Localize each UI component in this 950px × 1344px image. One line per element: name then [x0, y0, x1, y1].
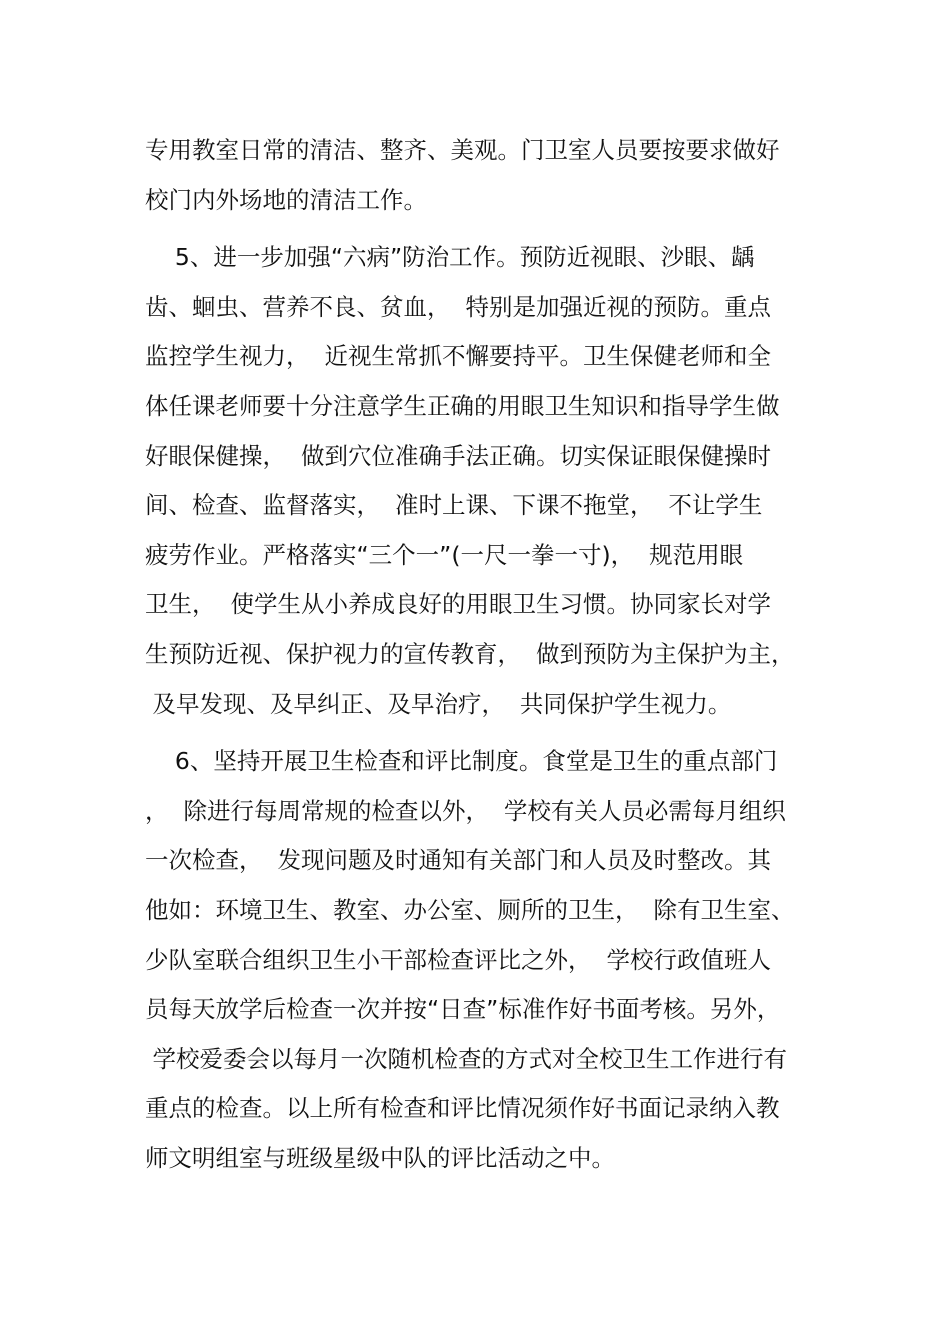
- text-line: 卫生， 使学生从小养成良好的用眼卫生习惯。协同家长对学: [145, 590, 771, 619]
- text-line: 少队室联合组织卫生小干部检查评比之外， 学校行政值班人: [145, 945, 771, 974]
- text-line: 专用教室日常的清洁、整齐、美观。门卫室人员要按要求做好: [145, 136, 780, 164]
- text-line: ， 除进行每周常规的检查以外， 学校有关人员必需每月组织: [145, 796, 786, 825]
- paragraph: [145, 233, 817, 729]
- text-line: 5、进一步加强“六病”防治工作。预防近视眼、沙眼、龋: [145, 243, 755, 272]
- text-line: 他如：环境卫生、教室、办公室、厕所的卫生， 除有卫生室、: [145, 895, 795, 924]
- text-line: 监控学生视力， 近视生常抓不懈要持平。卫生保健老师和全: [145, 342, 771, 371]
- text-line: 好眼保健操， 做到穴位准确手法正确。切实保证眼保健操时: [145, 441, 771, 470]
- text-line: 生预防近视、保护视力的宣传教育， 做到预防为主保护为主，: [145, 639, 795, 668]
- text-line: 疲劳作业。严格落实“三个一”(一尺一拳一寸)， 规范用眼: [145, 540, 744, 569]
- text-line: 体任课老师要十分注意学生正确的用眼卫生知识和指导学生做: [145, 391, 780, 420]
- paragraph: [145, 737, 817, 1183]
- text-line: 重点的检查。以上所有检查和评比情况须作好书面记录纳入教: [145, 1094, 780, 1123]
- text-line: 一次检查， 发现问题及时通知有关部门和人员及时整改。其: [145, 846, 771, 875]
- text-line: 员每天放学后检查一次并按“日查”标准作好书面考核。另外，: [145, 995, 781, 1024]
- text-line: 间、检查、监督落实， 准时上课、下课不拖堂， 不让学生: [145, 491, 763, 520]
- text-line: 师文明组室与班级星级中队的评比活动之中。: [145, 1143, 615, 1172]
- document-page: [145, 126, 817, 1183]
- paragraph: [145, 126, 817, 225]
- text-line: 及早发现、及早纠正、及早治疗， 共同保护学生视力。: [145, 689, 732, 718]
- text-line: 学校爱委会以每月一次随机检查的方式对全校卫生工作进行有: [145, 1044, 787, 1073]
- text-line: 校门内外场地的清洁工作。: [145, 185, 427, 214]
- text-line: 齿、蛔虫、营养不良、贫血， 特别是加强近视的预防。重点: [145, 292, 771, 321]
- text-line: 6、坚持开展卫生检查和评比制度。食堂是卫生的重点部门: [145, 747, 778, 776]
